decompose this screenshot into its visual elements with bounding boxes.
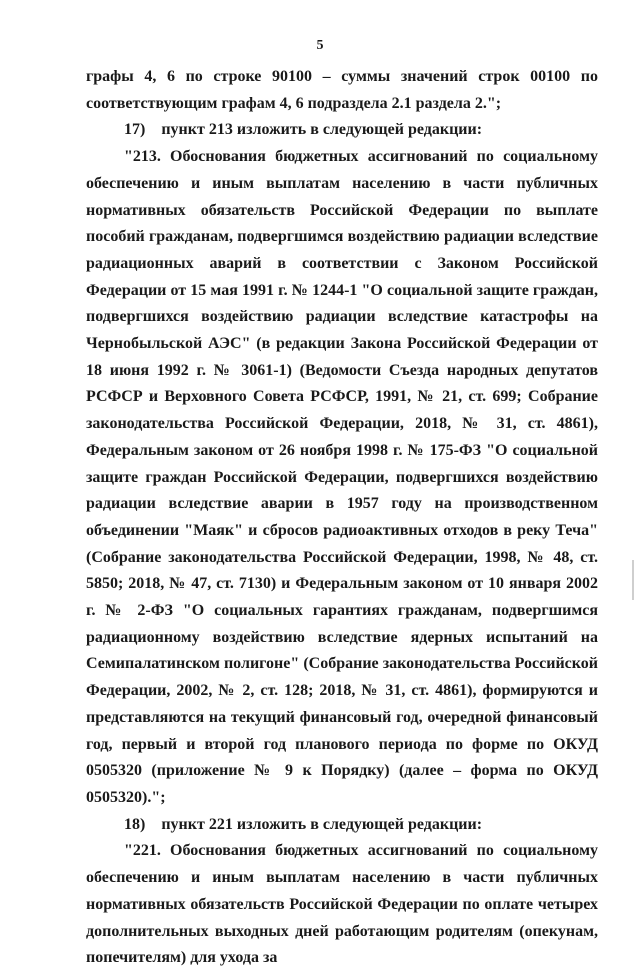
document-body [86, 64, 598, 972]
paragraph-point-221: "221. Обоснования бюджетных ассигнований по социальному обеспечению и иным выплатам населению в части публичных нормативных обязательств Российской Федерации по оплате четырех дополнительных выходных дней работающим родителям (опекунам, попечителям) для ухода за [86, 842, 598, 967]
paragraph-item-18: 18) пункт 221 изложить в следующей редакции: [124, 815, 483, 833]
paragraph-item-17: 17) пункт 213 изложить в следующей редакции: [124, 121, 483, 139]
paragraph-continuation: графы 4, 6 по строке 90100 – суммы значений строк 00100 по соответствующим графам 4, 6 подраздела 2.1 раздела 2."; [86, 68, 598, 112]
paragraph-point-213: "213. Обоснования бюджетных ассигнований по социальному обеспечению и иным выплатам населению в части публичных нормативных обязательств Российской Федерации по выплате пособий гражданам, подвергшимся воздействию радиации вследствие радиационных аварий в соответствии с Законом Российской Федерации от 15 мая 1991 г. № 1244-1 "О социальной защите граждан, подвергшихся воздействию радиации вследствие катастрофы на Чернобыльской АЭС" (в редакции Закона Российской Федерации от 18 июня 1992 г. № 3061-1) (Ведомости Съезда народных депутатов РСФСР и Верховного Совета РСФСР, 1991, № 21, ст. 699; Собрание законодательства Российской Федерации, 2018, № 31, ст. 4861), Федеральным законом от 26 ноября 1998 г. № 175-ФЗ "О социальной защите граждан Российской Федерации, подвергшихся воздействию радиации вследствие аварии в 1957 году на производственном объединении "Маяк" и сбросов радиоактивных отходов в реку Теча" (Собрание законодательства Российской Федерации, 1998, № 48, ст. 5850; 2018, № 47, ст. 7130) и Федеральным законом от 10 января 2002 г. № 2-ФЗ "О социальных гарантиях гражданам, подвергшимся радиационному воздействию вследствие ядерных испытаний на Семипалатинском полигоне" (Собрание законодательства Российской Федерации, 2002, № 2, ст. 128; 2018, № 31, ст. 4861), формируются и представляются на текущий финансовый год, очередной финансовый год, первый и второй год планового периода по форме по ОКУД 0505320 (приложение № 9 к Порядку) (далее – форма по ОКУД 0505320)."; [86, 148, 598, 806]
scan-edge-mark [632, 560, 634, 600]
page-number: 5 [316, 38, 324, 53]
